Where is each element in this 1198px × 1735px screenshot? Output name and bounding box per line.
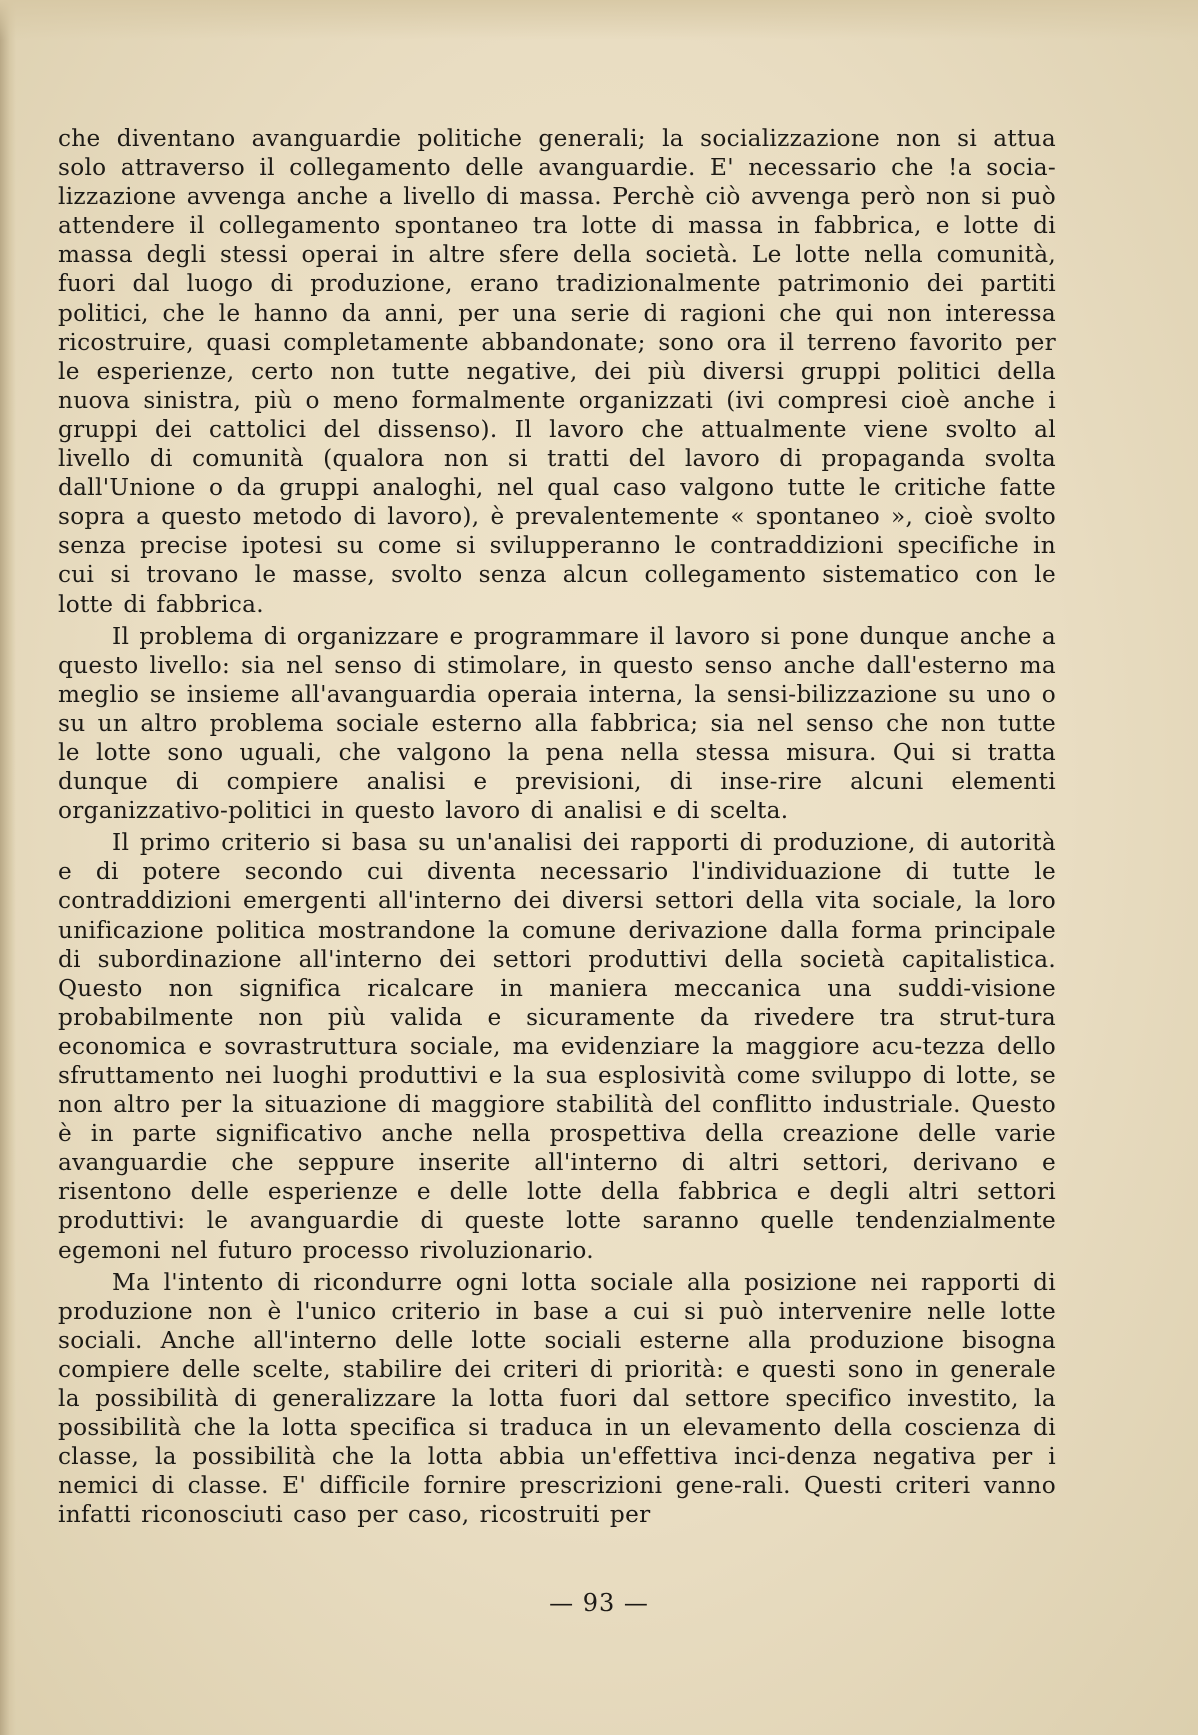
paragraph-2: Il problema di organizzare e programmare il lavoro si pone dunque anche a questo livello: sia nel senso di stimolare, in questo senso anche dall'esterno ma meglio se insieme all'avanguardia operaia interna, la sensi-bilizzazione su uno o su un altro problema sociale esterno alla fabbrica; sia nel senso che non tutte le lotte sono uguali, che valgono la pena nella stessa misura. Qui si tratta dunque di compiere analisi e previsioni, di inse-rire alcuni elementi organizzativo-politici in questo lavoro di analisi e di scelta. — [58, 622, 1056, 825]
page-number: — 93 — — [549, 1589, 649, 1617]
page-shadow-left — [0, 0, 16, 1735]
page-shadow-top — [0, 0, 1198, 40]
paragraph-4: Ma l'intento di ricondurre ogni lotta sociale alla posizione nei rapporti di produzione non è l'unico criterio in base a cui si può intervenire nelle lotte sociali. Anche all'interno delle lotte sociali esterne alla produzione bisogna compiere delle scelte, stabilire dei criteri di priorità: e questi sono in generale la possibilità di generalizzare la lotta fuori dal settore specifico investito, la possibilità che la lotta specifica si traduca in un elevamento della coscienza di classe, la possibilità che la lotta abbia un'effettiva inci-denza negativa per i nemici di classe. E' difficile fornire prescrizioni gene-rali. Questi criteri vanno infatti riconosciuti caso per caso, ricostruiti per — [58, 1268, 1056, 1529]
body-text — [58, 124, 1056, 1530]
paragraph-3: Il primo criterio si basa su un'analisi dei rapporti di produzione, di autorità e di potere secondo cui diventa necessario l'individuazione di tutte le contraddizioni emergenti all'interno dei diversi settori della vita sociale, la loro unificazione politica mostrandone la comune derivazione dalla forma principale di subordinazione all'interno dei settori produttivi della società capitalistica. Questo non significa ricalcare in maniera meccanica una suddi-visione probabilmente non più valida e sicuramente da rivedere tra strut-tura economica e sovrastruttura sociale, ma evidenziare la maggiore acu-tezza dello sfruttamento nei luoghi produttivi e la sua esplosività come sviluppo di lotte, se non altro per la situazione di maggiore stabilità del conflitto industriale. Questo è in parte significativo anche nella prospettiva della creazione delle varie avanguardie che seppure inserite all'interno di altri settori, derivano e risentono delle esperienze e delle lotte della fabbrica e degli altri settori produttivi: le avanguardie di queste lotte saranno quelle tendenzialmente egemoni nel futuro processo rivoluzionario. — [58, 829, 1056, 1264]
paragraph-1: che diventano avanguardie politiche generali; la socializzazione non si attua solo attraverso il collegamento delle avanguardie. E' necessario che !a socia-lizzazione avvenga anche a livello di massa. Perchè ciò avvenga però non si può attendere il collegamento spontaneo tra lotte di massa in fabbrica, e lotte di massa degli stessi operai in altre sfere della società. Le lotte nella comunità, fuori dal luogo di produzione, erano tradizionalmente patrimonio dei partiti politici, che le hanno da anni, per una serie di ragioni che qui non interessa ricostruire, quasi completamente abbandonate; sono ora il terreno favorito per le esperienze, certo non tutte negative, dei più diversi gruppi politici della nuova sinistra, più o meno formalmente organizzati (ivi compresi cioè anche i gruppi dei cattolici del dissenso). Il lavoro che attualmente viene svolto al livello di comunità (qualora non si tratti del lavoro di propaganda svolta dall'Unione o da gruppi analoghi, nel qual caso valgono tutte le critiche fatte sopra a questo metodo di lavoro), è prevalentemente « spontaneo », cioè svolto senza precise ipotesi su come si svilupperanno le contraddizioni specifiche in cui si trovano le masse, svolto senza alcun collegamento sistematico con le lotte di fabbrica. — [58, 125, 1056, 618]
